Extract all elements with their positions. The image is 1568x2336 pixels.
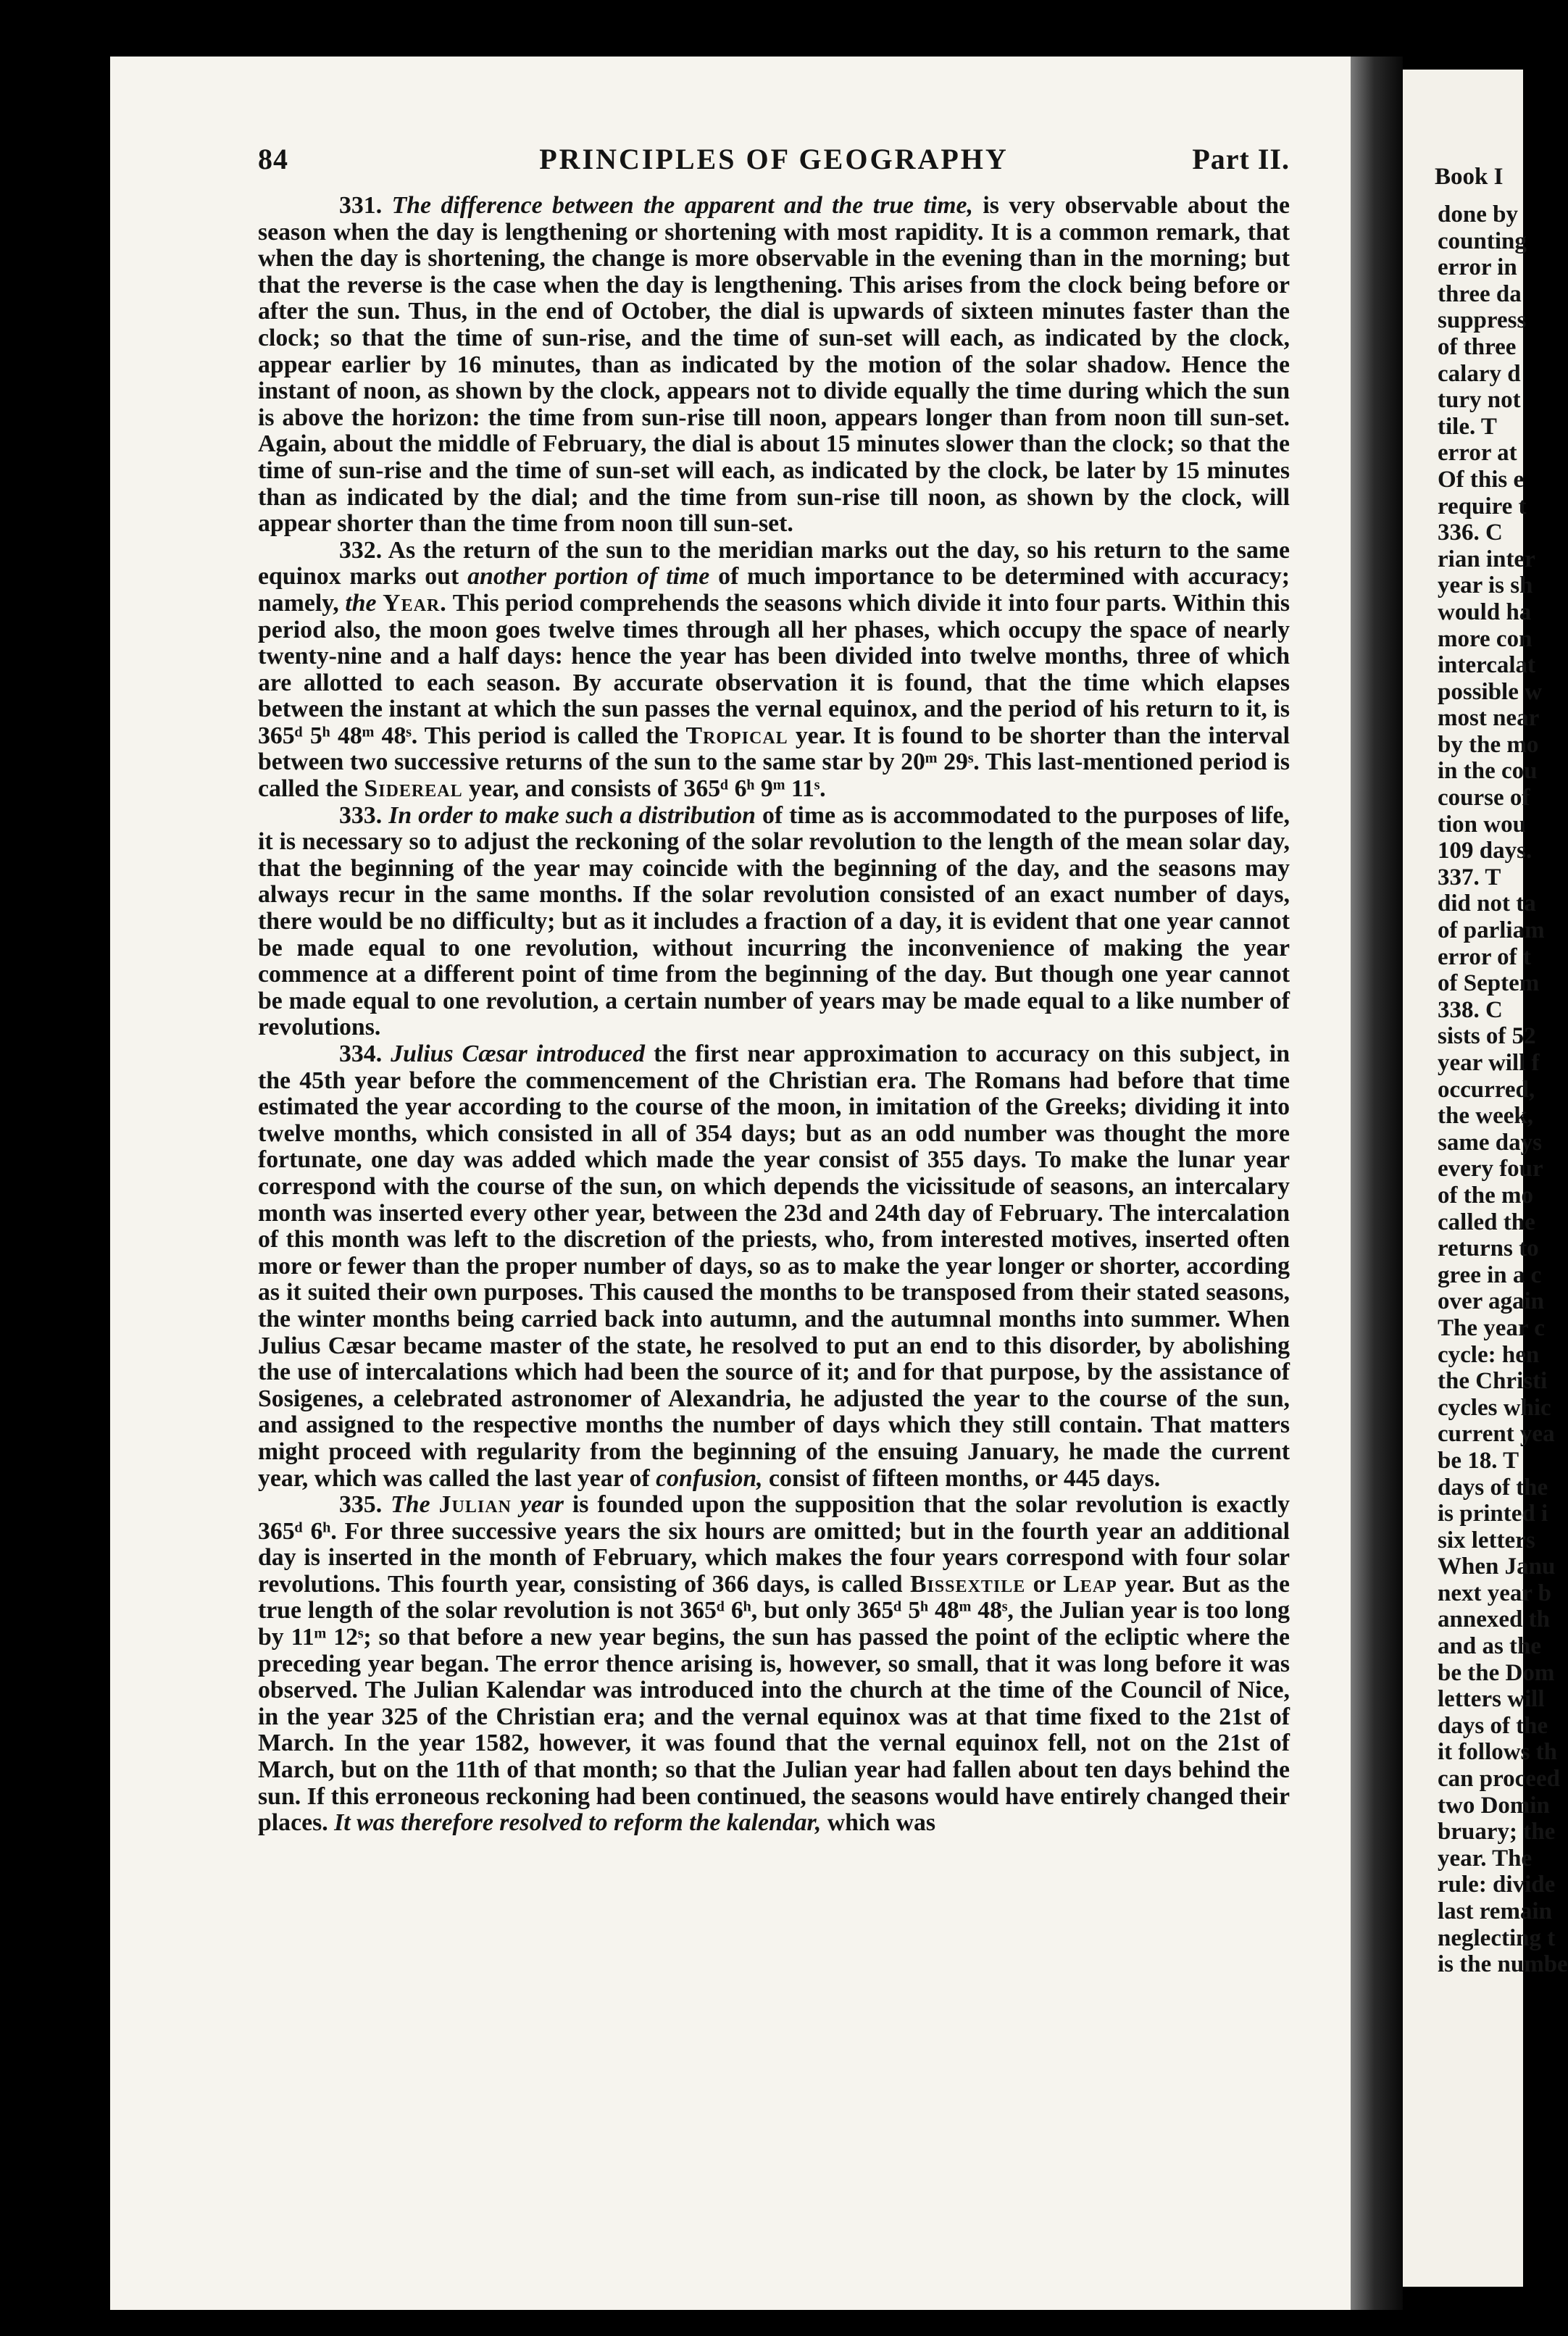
facing-page-line: of parliam (1438, 917, 1545, 944)
paragraph-number: 332. (339, 536, 383, 564)
paragraph-text: is founded upon the supposition that the solar revolution is exactly 365ᵈ 6ʰ. For three successive years the six hours are omitted; but in the fourth year an additional day is inserted in the month of February, which makes the four years correspond with four solar revolutions. This fourth year, consisting of 366 days, is called (258, 1491, 1290, 1598)
facing-page-line: occurred, (1438, 1076, 1535, 1103)
facing-page-line: 336. C (1438, 520, 1503, 546)
facing-page (1403, 70, 1568, 2287)
facing-page-line: can proceed (1438, 1766, 1560, 1793)
paragraph-text: year. But as the true length of the solar revolution is not 365ᵈ 6ʰ, but only 365ᵈ 5ʰ 48ᵐ 48ˢ, the Julian year is too long by 11ᵐ 12ˢ; so that before a new year begins, the sun has passed the point of the ecliptic where the preceding year began. The error thence arising is, however, so small, that it was long before it was observed. The Julian Kalendar was introduced into the church at the time of the Council of Nice, in the year 325 of the Christian era; and the vernal equinox was at that time fixed to the 21st of March. In the year 1582, however, it was found that the vernal equinox fell, not on the 21st of March, but on the 11th of that month; so that the Julian year had fallen about ten days behind the sun. If this erroneous reckoning had been continued, the seasons would have entirely changed their places. (258, 1570, 1290, 1837)
facing-page-line: year will f (1438, 1050, 1540, 1076)
facing-page-line: would ha (1438, 598, 1532, 625)
facing-page-line: returns to (1438, 1235, 1539, 1262)
facing-page-line: rule: divide (1438, 1872, 1556, 1898)
page-body (258, 193, 1290, 1837)
facing-page-line: most near (1438, 705, 1540, 732)
facing-page-text (1438, 201, 1568, 1978)
facing-page-line: six letters (1438, 1527, 1535, 1553)
facing-page-line: 109 days. (1438, 838, 1532, 864)
facing-page-line: two Domin (1438, 1792, 1550, 1819)
italic-phrase: the (345, 589, 377, 617)
facing-page-line: year. The (1438, 1845, 1532, 1872)
facing-page-line: days of the (1438, 1712, 1548, 1739)
facing-page-line: suppress (1438, 307, 1527, 334)
facing-page-line: it follows th (1438, 1739, 1557, 1766)
italic-lead: Julius Cæsar introduced (391, 1040, 646, 1067)
facing-page-line: tion wou (1438, 811, 1526, 838)
facing-page-line: over again (1438, 1288, 1544, 1315)
italic-phrase: The (391, 1491, 430, 1519)
paragraph-text: year. It is found to be shorter than the interval between two successive returns of the sun to the same star by 20ᵐ 29ˢ. This last-mentioned period is called the (258, 722, 1290, 803)
facing-page-line: tile. T (1438, 413, 1497, 440)
facing-page-line: cycle: hen (1438, 1341, 1540, 1368)
facing-page-line: course of (1438, 785, 1530, 812)
facing-page-line: and as the (1438, 1633, 1542, 1660)
facing-page-line: The year c (1438, 1314, 1545, 1341)
facing-page-line: year is sh (1438, 572, 1533, 599)
italic-phrase: confusion, (656, 1464, 763, 1492)
facing-page-line: calary d (1438, 360, 1521, 387)
paragraph-text: This period comprehends the seasons which divide it into four parts. Within this period also, the moon goes twelve times through all her phases, which occupy the space of nearly twenty-nine and a half days: hence the year has been divided into twelve months, three of which are allotted to each season. By accurate observation it is found, that the time which elapses between the instant at which the sun passes the vernal equinox, and the period of his return to it, is 365ᵈ 5ʰ 48ᵐ 48ˢ. This period is called the (258, 589, 1290, 749)
book-title: PRINCIPLES OF GEOGRAPHY (539, 143, 1009, 175)
facing-page-line: more con (1438, 625, 1532, 652)
small-caps-term: Year. (383, 589, 447, 617)
italic-lead: The difference between the apparent and the true time, (391, 192, 973, 219)
facing-page-line: days of the (1438, 1474, 1548, 1501)
facing-page-line: tury not (1438, 387, 1521, 414)
facing-page-line: possible w (1438, 678, 1542, 705)
facing-page-line: every four (1438, 1156, 1543, 1182)
paragraph-number: 334. (339, 1040, 383, 1067)
running-head (258, 142, 1290, 185)
facing-page-line: error at (1438, 440, 1517, 467)
facing-page-line: current yea (1438, 1421, 1555, 1448)
facing-page-line: sists of 52 (1438, 1023, 1536, 1050)
italic-phrase: year (520, 1491, 564, 1519)
paragraph-text: is very observable about the season when the day is lengthening or shortening with most rapidity. It is a common remark, that when the day is shortening, the change is more observable in the evening than in the morning; but that the reverse is the case when the day is lengthening. This arises from the clock being before or after the sun. Thus, in the end of October, the dial is upwards of sixteen minutes faster than the clock; so that the time of sun-rise, and the time of sun-set will each, as indicated by the clock, appear earlier by 16 minutes, than as indicated by the motion of the solar shadow. Hence the instant of noon, as shown by the clock, appears not to divide equally the time during which the sun is above the horizon: the time from sun-rise till noon, appears longer than from noon till sun-set. Again, about the middle of February, the dial is about 15 minutes slower than the clock; so that the time of sun-rise and the time of sun-set will each, as indicated by the clock, be later by 15 minutes than as indicated by the dial; and the time from sun-rise till noon, as shown by the clock, will appear shorter than the time from noon till sun-set. (258, 192, 1290, 538)
facing-page-line: Of this e (1438, 466, 1525, 493)
small-caps-term: Sidereal (364, 775, 463, 803)
paragraph-335 (258, 1492, 1290, 1837)
paragraph-text: or (1033, 1570, 1056, 1598)
facing-page-line: annexed th (1438, 1606, 1550, 1633)
facing-page-line: 337. T (1438, 864, 1501, 890)
facing-page-line: letters will (1438, 1686, 1545, 1713)
facing-page-line: three da (1438, 280, 1522, 307)
facing-page-line: be 18. T (1438, 1447, 1519, 1474)
paragraph-number: 331. (339, 192, 383, 219)
facing-page-line: next year b (1438, 1580, 1552, 1606)
facing-page-line: last remain (1438, 1898, 1552, 1924)
paragraph-text: the first near approximation to accuracy on this subject, in the 45th year before the commencement of the Christian era. The Romans had before that time estimated the year according to the course of the moon, in imitation of the Greeks; dividing it into twelve months, which consisted in all of 354 days; but as an odd number was thought the more fortunate, one day was added which made the year consist of 355 days. To make the lunar year correspond with the course of the sun, on which depends the vicissitude of seasons, an intercalary month was inserted every other year, between the 23d and 24th day of February. The intercalation of this month was left to the discretion of the priests, who, from interested motives, inserted often more or fewer than the proper number of days, so as to make the year longer or shorter, according as it suited their own purposes. This caused the months to be transposed from their stated seasons, the winter months being carried back into autumn, and the autumnal months into summer. When Julius Cæsar became master of the state, he resolved to put an end to this disorder, by abolishing the use of intercalations which had been the source of it; and for that purpose, by the assistance of Sosigenes, a celebrated astronomer of Alexandria, he adjusted the year to the course of the sun, and assigned to the respective months the number of days which they still contain. That matters might proceed with regularity from the beginning of the ensuing January, he made the current year, which was called the last year of (258, 1040, 1290, 1492)
paragraph-334 (258, 1041, 1290, 1492)
facing-page-running-head: Book I (1435, 164, 1504, 190)
facing-page-line: the Christi (1438, 1368, 1548, 1395)
facing-page-line: cycles whic (1438, 1394, 1551, 1421)
facing-page-line: is the numbe (1438, 1951, 1568, 1978)
facing-page-line: did not ta (1438, 890, 1536, 917)
paragraph-number: 333. (339, 801, 383, 829)
facing-page-line: called the (1438, 1209, 1535, 1235)
facing-page-line: of three (1438, 333, 1517, 360)
facing-page-line: the week, (1438, 1103, 1533, 1130)
paragraph-text: consist of fifteen months, or 445 days. (769, 1464, 1161, 1492)
paragraph-331 (258, 193, 1290, 538)
facing-page-line: counting (1438, 228, 1527, 254)
facing-page-line: by the mo (1438, 731, 1539, 758)
facing-page-line: is printed i (1438, 1501, 1548, 1527)
paragraph-text: year, and consists of 365ᵈ 6ʰ 9ᵐ 11ˢ. (469, 775, 826, 803)
facing-page-line: 338. C (1438, 996, 1503, 1023)
italic-phrase: It was therefore resolved to reform the kalendar, (334, 1809, 822, 1837)
small-caps-term: Tropical (685, 722, 788, 749)
facing-page-line: error in (1438, 254, 1517, 281)
facing-page-line: gree in a c (1438, 1261, 1542, 1288)
page-number: 84 (258, 143, 288, 175)
facing-page-line: When Janu (1438, 1553, 1556, 1580)
paragraph-332 (258, 538, 1290, 803)
facing-page-line: intercalat (1438, 652, 1536, 679)
facing-page-line: rian inter (1438, 546, 1535, 572)
facing-page-line: be the Dom (1438, 1659, 1555, 1686)
facing-page-line: neglecting t (1438, 1924, 1556, 1951)
italic-phrase: another portion of time (467, 563, 710, 591)
paragraph-333 (258, 803, 1290, 1041)
facing-page-line: done by (1438, 201, 1518, 228)
paragraph-text: of time as is accommodated to the purposes of life, it is necessary so to adjust the reckoning of the solar revolution to the length of the mean solar day, that the beginning of the year may coincide with the beginning of the day, and the seasons may always recur in the same months. If the solar revolution consisted of an exact number of days, there would be no difficulty; but as it includes a fraction of a day, it is evident that one year cannot be made equal to one revolution, without incurring the inconvenience of making the year commence at a different point of time from the beginning of the day. But though one year cannot be made equal to one revolution, a certain number of years may be made equal to a like number of revolutions. (258, 801, 1290, 1041)
facing-page-line: in the cou (1438, 758, 1538, 785)
facing-page-line: bruary; the (1438, 1819, 1556, 1845)
small-caps-term: Bissextile (909, 1570, 1026, 1598)
facing-page-line: of the mo (1438, 1182, 1533, 1209)
facing-page-line: same days (1438, 1129, 1542, 1156)
part-label: Part II. (1192, 143, 1290, 175)
italic-lead: In order to make such a distribution (388, 801, 756, 829)
paragraph-number: 335. (339, 1491, 383, 1519)
facing-page-line: error of t (1438, 943, 1531, 970)
facing-page-line: require t (1438, 493, 1527, 520)
paragraph-text: of much importance to be determined with accuracy; namely, (258, 563, 1290, 617)
paragraph-text: As the return of the sun to the meridian marks out the day, so his return to the same equinox marks out (258, 536, 1290, 591)
facing-page-line: of Septem (1438, 970, 1540, 997)
small-caps-term: Leap (1063, 1570, 1117, 1598)
book-gutter (1351, 57, 1403, 2310)
small-caps-term: Julian (438, 1491, 512, 1519)
paragraph-text: which was (827, 1809, 936, 1837)
